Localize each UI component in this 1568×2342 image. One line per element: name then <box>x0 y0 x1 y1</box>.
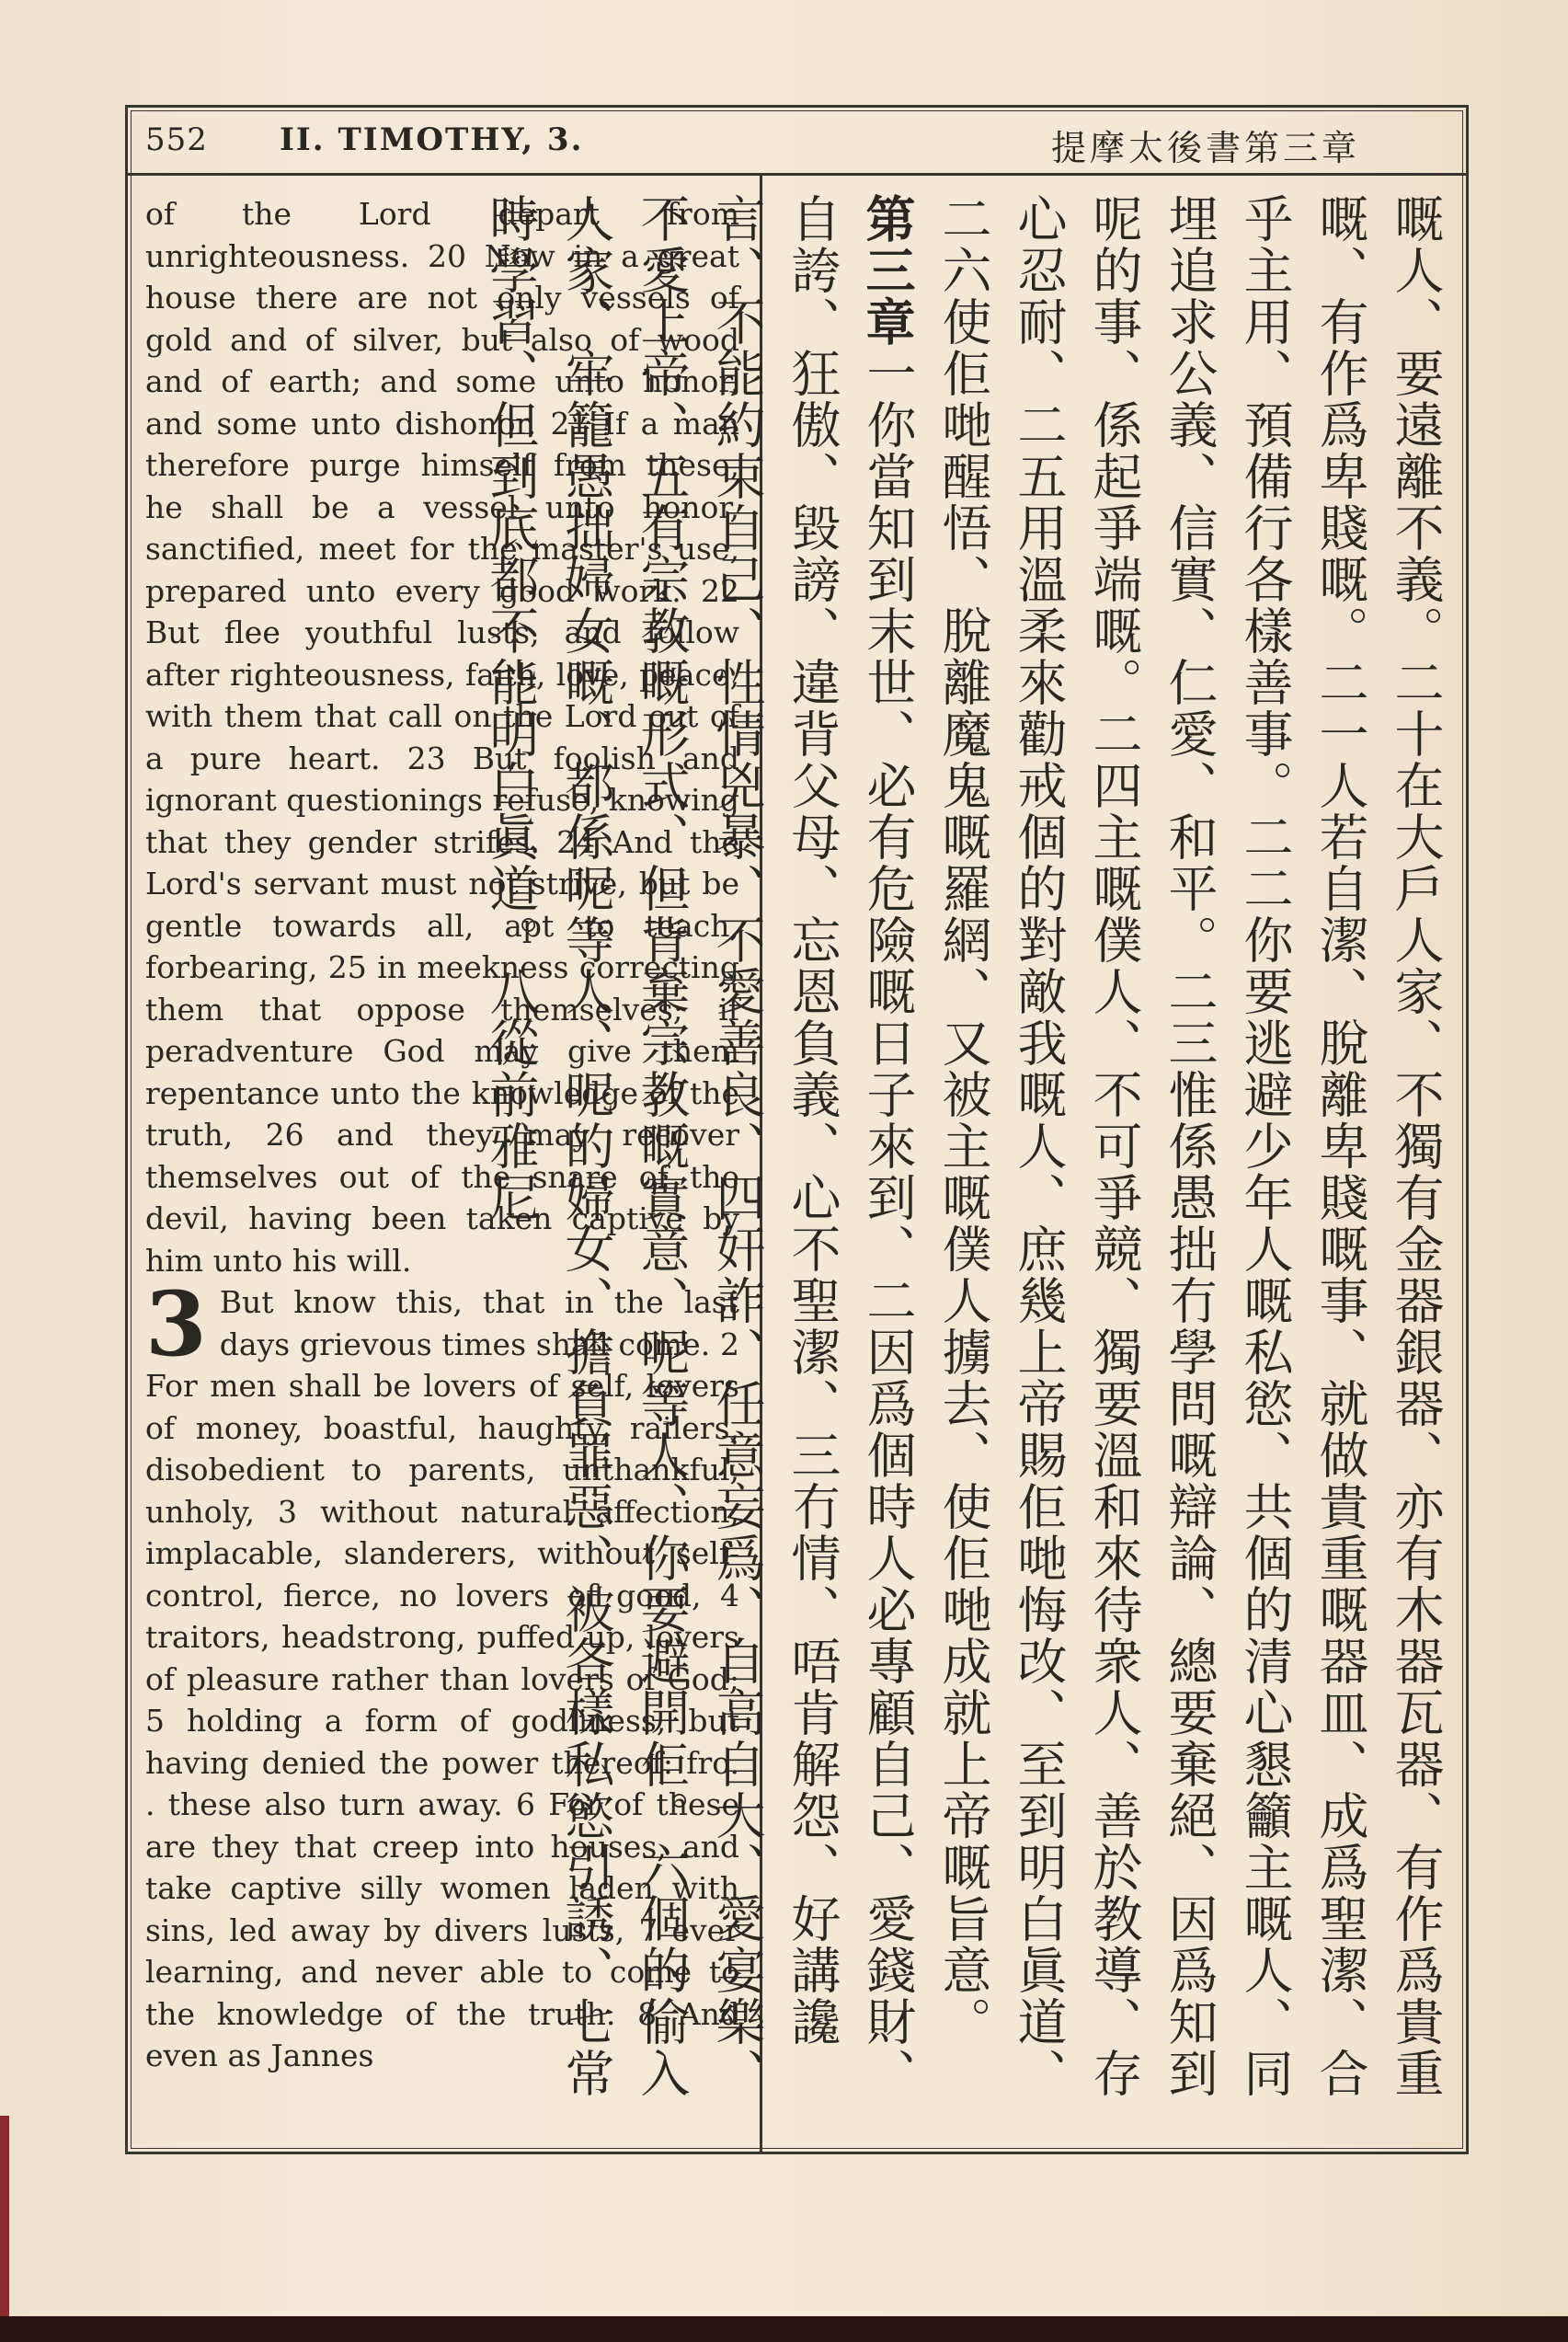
chinese-column <box>482 193 1453 2134</box>
chinese-paragraph-2 <box>473 193 925 2134</box>
english-paragraph-2-text: But know this, that in the last days grievous times shall come. 2 For men shall be lovers of self, lovers of money, boastful, haughty, railers, disobedient to parents, unthankful, unholy, 3 without natural affection, implacable, slanderers, without self-control, fierce, no lovers of good, 4 traitors, headstrong, puffed up, lovers of pleasure rather than lovers of God; 5 holding a form of godliness, but having denied the power thereof: fro. . these also turn away. 6 For of these are they that creep into houses, and take captive silly women laden with sins, led away by divers lusts, 7 ever learning, and never able to come to the knowledge of the truth. 8 And even as Jannes <box>145 1284 739 2073</box>
page-bottom-edge <box>0 2316 1568 2342</box>
page-number: 552 <box>145 121 208 158</box>
running-title: II. TIMOTHY, 3. <box>280 121 584 158</box>
header-rule <box>125 173 1469 176</box>
chapter-number-dropcap: 3 <box>145 1272 207 1376</box>
chinese-chapter-heading: 第三章 <box>858 193 917 348</box>
chinese-running-title: 提摩太後書第三章 <box>1050 128 1360 168</box>
book-spine-edge <box>0 2116 9 2342</box>
chinese-paragraph-2-text: 一你當知到末世、必有危險嘅日子來到、二因爲個時人必專顧自己、愛錢財、自誇、狂傲、毀謗、違背父母、忘恩負義、心不聖潔、三冇情、唔肯解怨、好講讒言、不能約束自己、性情兇暴、不愛善良、四奸詐、任意妄爲、自高自大、愛宴樂、不愛上帝、五有宗教嘅形式、但背棄宗教嘅實意、呢等人、你要避開佢。六個的偷入人家、牢籠愚拙婦女嘅、都係呢等人、呢的婦女、擔負罪惡、被各樣私慾引誘、七常時學習、但到底都不能明白眞道。八從前雅尼 <box>482 193 917 2099</box>
english-paragraph-1: of the Lord depart from unrighteousness. 20 Now in a great house there are not only vessels of gold and of silver, but also of wood and of earth; and some unto honor, and some unto dishonor. 21 If a man therefore purge himself from these, he shall be a vessel unto honor, sanctified, meet for the master's use, prepared unto every good work. 22 But flee youthful lusts, and follow after righteousness, faith, love, peace, with them that call on the Lord out of a pure heart. 23 But foolish and ignorant questionings refuse, knowing that they gender strifes. 24 And the Lord's servant must not strive, but be gentle towards all, apt to teach, forbearing, 25 in meekness correcting them that oppose themselves; if peradventure God may give them repentance unto the knowledge of the truth, 26 and they may recover themselves out of the snare of the devil, having been taken captive by him unto his will. <box>145 196 739 1279</box>
chinese-paragraph-1: 嘅人、要遠離不義。二十在大戶人家、不獨有金器銀器、亦有木器瓦器、有作爲貴重嘅、有作爲卑賤嘅。二一人若自潔、脫離卑賤嘅事、就做貴重嘅器皿、成爲聖潔、合乎主用、預備行各樣善事。二二你要逃避少年人嘅私慾、共個的清心懇籲主嘅人、同埋追求公義、信實、仁愛、和平。二三惟係愚拙冇學問嘅辯論、總要棄絕、因爲知到呢的事、係起爭端嘅。二四主嘅僕人、不可爭競、獨要溫和來待衆人、善於教導、存心忍耐、二五用溫柔來勸戒個的對敵我嘅人、庶幾上帝賜佢哋悔改、至到明白眞道、二六使佢哋醒悟、脫離魔鬼嘅羅網、又被主嘅僕人擄去、使佢哋成就上帝嘅旨意。 <box>934 193 1445 2099</box>
